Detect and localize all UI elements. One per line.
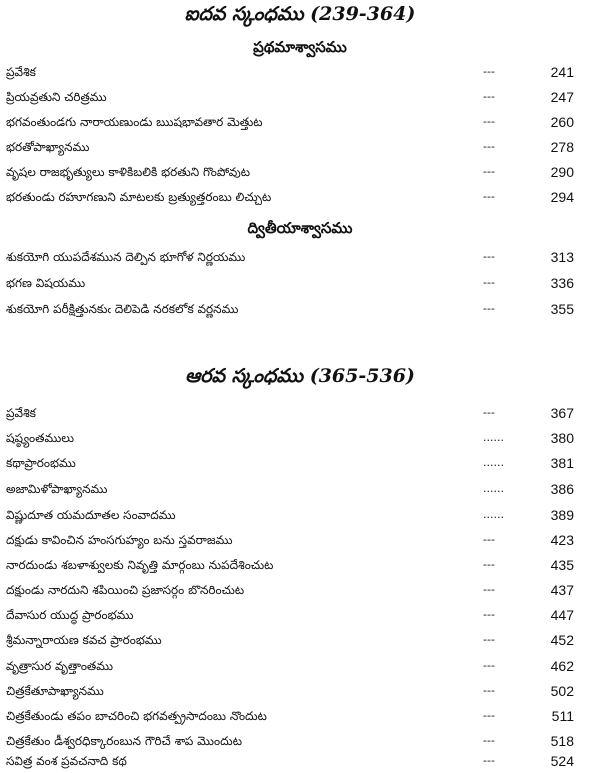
entry-title: వృషల రాజభృత్యులు కాళికిబలికి భరతుని గొంపోవుట (6, 165, 250, 179)
entry-page: 524 (550, 753, 574, 769)
entry-title: ప్రవేశిక (6, 406, 36, 420)
entry-page: 290 (550, 164, 574, 180)
entry-leader: --- (483, 90, 495, 103)
toc-entry (0, 160, 600, 184)
toc-entry (0, 679, 600, 703)
entry-leader: --- (483, 754, 495, 767)
entry-leader: --- (483, 608, 495, 621)
toc-entry (0, 297, 600, 321)
entry-page: 294 (550, 189, 574, 205)
entry-title: భరతుండు రహూగణుని మాటలకు బ్రత్యుత్తరంబు లిచ్చుట (6, 190, 272, 204)
toc-entry (0, 578, 600, 602)
entry-leader: --- (483, 276, 495, 289)
toc-entry (0, 85, 600, 109)
entry-leader: ...... (483, 482, 504, 495)
toc-entry (0, 60, 600, 84)
entry-page: 355 (550, 301, 574, 317)
entry-title: నారదుండు శబళాశ్వులకు నివృత్తి మార్గంబు నుపదేశించుట (6, 558, 274, 572)
entry-title: అజామిళోపాఖ్యానము (6, 482, 108, 496)
entry-title: చిత్రకేతుం డీశ్వరధిక్కారంబున గౌరిచే శాప మొందుట (6, 734, 242, 748)
entry-page: 386 (550, 481, 574, 497)
toc-entry (0, 451, 600, 475)
entry-leader: --- (483, 684, 495, 697)
entry-title: షష్ఠ్యంతములు (6, 431, 74, 445)
entry-page: 381 (550, 455, 574, 471)
entry-title: వృత్రాసుర వృత్తాంతము (6, 659, 114, 673)
entry-leader: --- (483, 709, 495, 722)
entry-page: 260 (550, 114, 574, 130)
entry-leader: ...... (483, 431, 504, 444)
entry-leader: ...... (483, 456, 504, 469)
toc-entry (0, 603, 600, 627)
entry-page: 389 (550, 507, 574, 523)
entry-leader: --- (483, 115, 495, 128)
entry-leader: --- (483, 65, 495, 78)
entry-page: 518 (550, 733, 574, 749)
toc-entry (0, 628, 600, 652)
entry-leader: --- (483, 633, 495, 646)
entry-leader: --- (483, 140, 495, 153)
entry-title: సవిత్ర వంశ ప్రవచనాది కథ (6, 754, 127, 768)
toc-entry (0, 271, 600, 295)
entry-page: 502 (550, 683, 574, 699)
ashvasam-2-title: ద్వితీయాశ్వాసము (247, 219, 353, 237)
entry-title: కథాప్రారంభము (6, 456, 76, 470)
entry-leader: --- (483, 302, 495, 315)
entry-title: దేవాసుర యుద్ధ ప్రారంభము (6, 608, 134, 622)
section-5-heading: ఐదవ స్కంధము (239-364) (184, 3, 416, 25)
entry-page: 278 (550, 139, 574, 155)
entry-page: 247 (550, 89, 574, 105)
entry-title: ప్రియవ్రతుని చరిత్రము (6, 90, 107, 104)
entry-leader: --- (483, 558, 495, 571)
toc-entry (0, 477, 600, 501)
entry-page: 336 (550, 275, 574, 291)
entry-title: భగణ విషయము (6, 276, 86, 290)
entry-title: శుకయోగి యుపదేశమున దెల్పిన భూగోళ నిర్ణయము (6, 250, 246, 264)
toc-entry (0, 135, 600, 159)
entry-page: 511 (551, 708, 574, 724)
toc-entry (0, 426, 600, 450)
entry-leader: --- (483, 659, 495, 672)
entry-title: భరతోపాఖ్యానము (6, 140, 90, 154)
entry-page: 367 (550, 405, 574, 421)
entry-page: 241 (550, 64, 574, 80)
entry-page: 462 (550, 658, 574, 674)
toc-entry (0, 528, 600, 552)
entry-title: శుకయోగి పరీక్షిత్తునకుఁ దెలిపెడి నరకలోక వర్ణనము (6, 302, 239, 316)
entry-title: చిత్రకేతూపాఖ్యానము (6, 684, 104, 698)
toc-entry (0, 503, 600, 527)
toc-entry (0, 185, 600, 209)
toc-entry (0, 110, 600, 134)
entry-page: 437 (550, 582, 574, 598)
entry-leader: --- (483, 406, 495, 419)
entry-title: దక్షుడు కావించిన హంసగుహ్యం బను స్తవరాజము (6, 533, 233, 547)
entry-title: ప్రవేశిక (6, 65, 36, 79)
entry-leader: --- (483, 165, 495, 178)
entry-leader: ...... (483, 508, 504, 521)
entry-leader: --- (483, 583, 495, 596)
entry-leader: --- (483, 190, 495, 203)
entry-title: చిత్రకేతుండు తపం బాచరించి భగవత్ప్రసాదంబు నొందుట (6, 709, 267, 723)
entry-page: 380 (550, 430, 574, 446)
entry-leader: --- (483, 734, 495, 747)
toc-entry (0, 654, 600, 678)
section-6-heading: ఆరవ స్కంధము (365-536) (185, 365, 415, 387)
entry-title: శ్రీమన్నారాయణ కవచ ప్రారంభము (6, 633, 162, 647)
toc-entry (0, 401, 600, 425)
entry-leader: --- (483, 533, 495, 546)
toc-entry (0, 749, 600, 773)
entry-title: దక్షుండు నారదుని శపియించి ప్రజాసర్గం బొనరించుట (6, 583, 245, 597)
entry-title: భగవంతుండగు నారాయణుండు ఋషభావతార మెత్తుట (6, 115, 263, 129)
toc-entry (0, 704, 600, 728)
entry-page: 435 (550, 557, 574, 573)
toc-entry (0, 245, 600, 269)
toc-entry (0, 553, 600, 577)
entry-leader: --- (483, 250, 495, 263)
entry-page: 447 (550, 607, 574, 623)
entry-page: 423 (550, 532, 574, 548)
entry-page: 452 (550, 632, 574, 648)
entry-page: 313 (550, 249, 574, 265)
entry-title: విష్ణుదూత యమదూతల సంవాదము (6, 508, 176, 522)
ashvasam-1-title: ప్రథమాశ్వాసము (253, 38, 347, 56)
